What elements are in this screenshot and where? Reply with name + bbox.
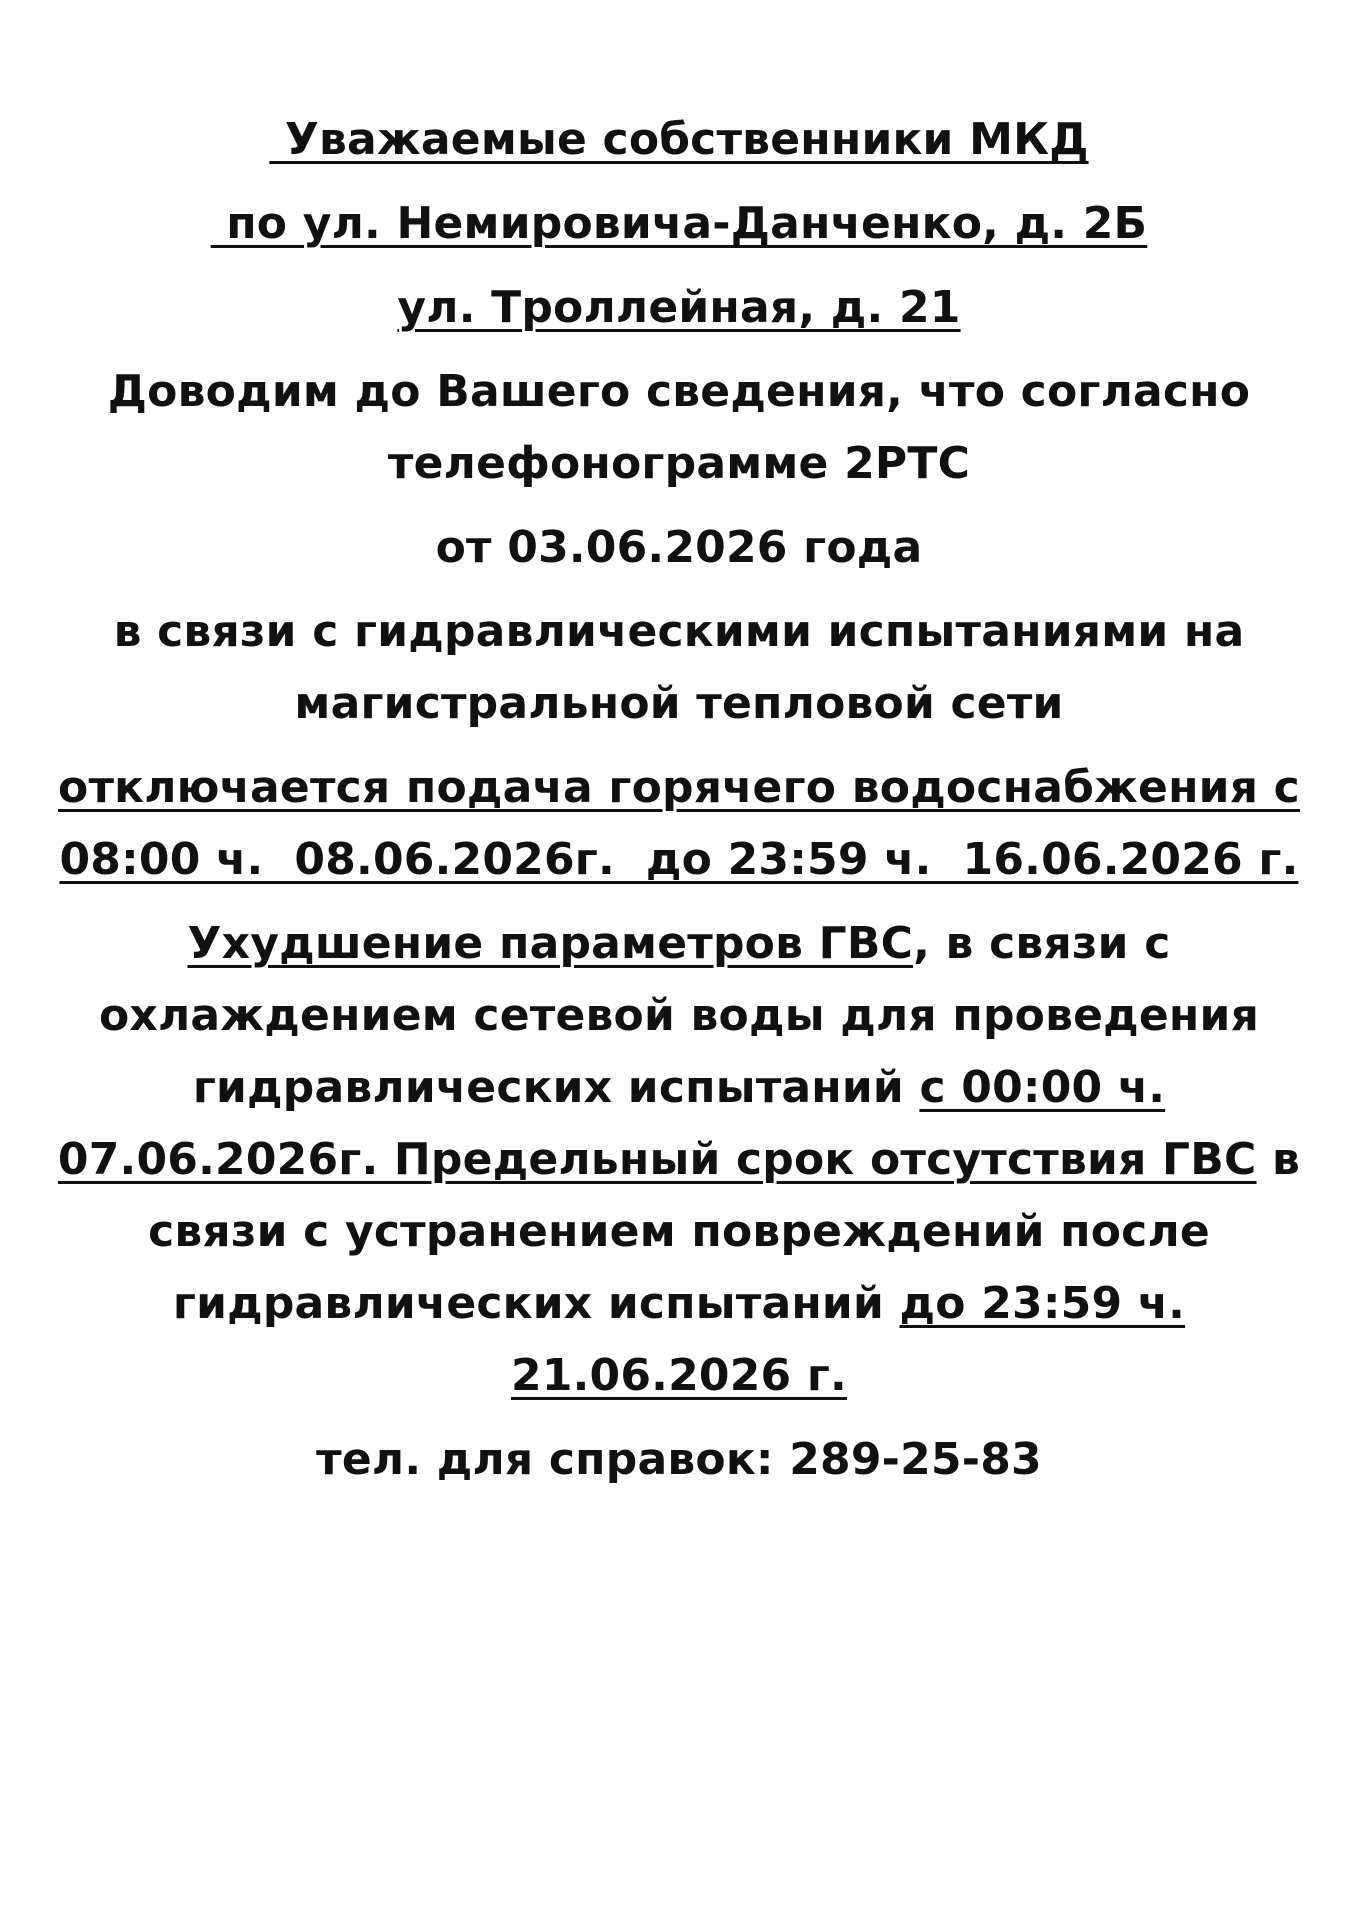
greeting-line-2: по ул. Немировича-Данченко, д. 2Б — [210, 198, 1148, 249]
degradation-line-3-plain: гидравлических испытаний — [192, 1062, 920, 1113]
degradation-line-6-plain: гидравлических испытаний — [172, 1278, 900, 1329]
degradation-start-date: 07.06.2026г. Предельный срок отсутствия ГВС — [57, 1134, 1257, 1185]
shutoff-line-2: 08:00 ч. 08.06.2026г. до 23:59 ч. 16.06.2026 г. — [59, 834, 1299, 885]
greeting-line-1: Уважаемые собственники МКД — [269, 114, 1089, 165]
degradation-line-1 — [40, 916, 1318, 972]
degradation-line-4 — [40, 1132, 1318, 1188]
reason-line-2: магистральной тепловой сети — [294, 678, 1064, 729]
telephonogram-date: от 03.06.2026 года — [435, 522, 923, 573]
greeting-line-3: ул. Троллейная, д. 21 — [397, 282, 961, 333]
degradation-line-1-rest: , в связи с — [913, 918, 1171, 969]
degradation-end-date: 21.06.2026 г. — [511, 1350, 847, 1401]
intro-line-2: телефонограмме 2РТС — [387, 438, 971, 489]
contact-phone: тел. для справок: 289-25-83 — [316, 1434, 1042, 1485]
degradation-line-5: связи с устранением повреждений после — [148, 1206, 1210, 1257]
degradation-end-time: до 23:59 ч. — [899, 1278, 1186, 1329]
degradation-start-time: с 00:00 ч. — [919, 1062, 1166, 1113]
degradation-line-2: охлаждением сетевой воды для проведения — [98, 990, 1260, 1041]
degradation-title: Ухудшение параметров ГВС — [187, 918, 914, 969]
shutoff-line-1: отключается подача горячего водоснабжения с — [58, 762, 1300, 813]
degradation-line-3 — [40, 1060, 1318, 1116]
reason-line-1: в связи с гидравлическими испытаниями на — [113, 606, 1245, 657]
intro-line-1: Доводим до Вашего сведения, что согласно — [107, 366, 1251, 417]
degradation-line-6 — [40, 1276, 1318, 1332]
degradation-line-4-rest: в — [1256, 1134, 1301, 1185]
